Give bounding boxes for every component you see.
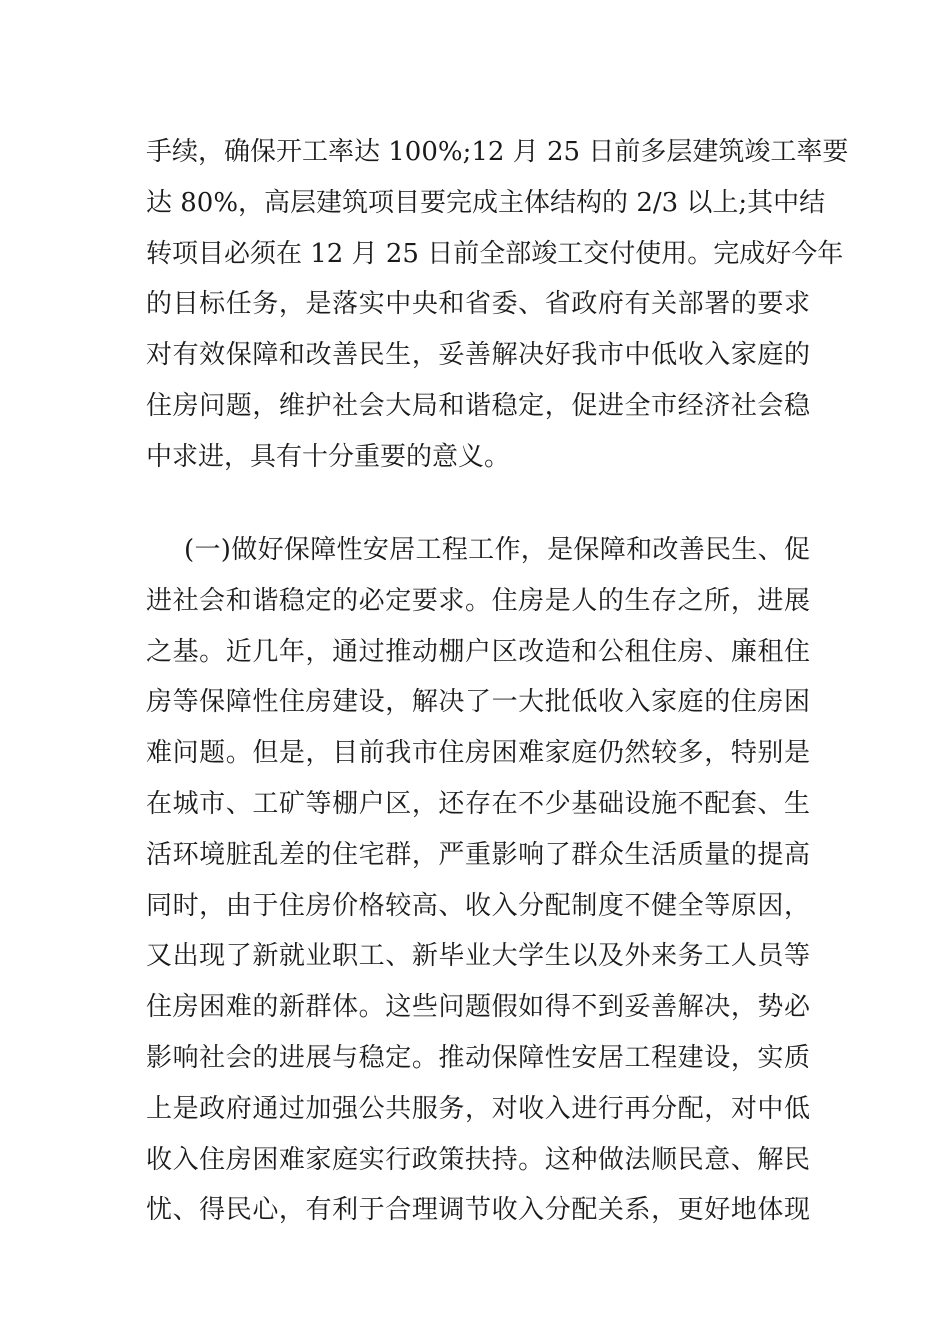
- text-line: (一)做好保障性安居工程工作，是保障和改善民生、促: [184, 535, 810, 565]
- text-line: 住房困难的新群体。这些问题假如得不到妥善解决，势必: [146, 992, 810, 1023]
- text-line: 难问题。但是，目前我市住房困难家庭仍然较多，特别是: [146, 738, 810, 769]
- paragraph-section-one: [146, 525, 810, 1236]
- text-line: 之基。近几年，通过推动棚户区改造和公租住房、廉租住: [146, 636, 810, 667]
- text-line: 忧、得民心，有利于合理调节收入分配关系，更好地体现: [146, 1195, 810, 1226]
- text-line: 达 80%，高层建筑项目要完成主体结构的 2/3 以上;其中结: [146, 187, 826, 218]
- text-line: 房等保障性住房建设，解决了一大批低收入家庭的住房困: [146, 687, 810, 718]
- text-line: 手续，确保开工率达 100%;12 月 25 日前多层建筑竣工率要: [146, 137, 849, 167]
- text-line: 又出现了新就业职工、新毕业大学生以及外来务工人员等: [146, 941, 810, 972]
- text-line: 同时，由于住房价格较高、收入分配制度不健全等原因，: [146, 890, 810, 921]
- text-line: 转项目必须在 12 月 25 日前全部竣工交付使用。完成好今年: [146, 238, 844, 269]
- text-line: 活环境脏乱差的住宅群，严重影响了群众生活质量的提高: [146, 839, 810, 870]
- text-line: 上是政府通过加强公共服务，对收入进行再分配，对中低: [146, 1093, 810, 1124]
- text-line: 住房问题，维护社会大局和谐稳定，促进全市经济社会稳: [146, 390, 810, 421]
- text-line: 进社会和谐稳定的必定要求。住房是人的生存之所，进展: [146, 585, 810, 616]
- text-line: 在城市、工矿等棚户区，还存在不少基础设施不配套、生: [146, 788, 810, 819]
- text-line: 收入住房困难家庭实行政策扶持。这种做法顺民意、解民: [146, 1144, 810, 1175]
- paragraph-continued: [146, 127, 849, 483]
- text-line: 影响社会的进展与稳定。推动保障性安居工程建设，实质: [146, 1042, 810, 1073]
- text-line: 中求进，具有十分重要的意义。: [146, 441, 511, 472]
- text-line: 对有效保障和改善民生，妥善解决好我市中低收入家庭的: [146, 340, 810, 371]
- text-line: 的目标任务，是落实中央和省委、省政府有关部署的要求: [146, 289, 810, 320]
